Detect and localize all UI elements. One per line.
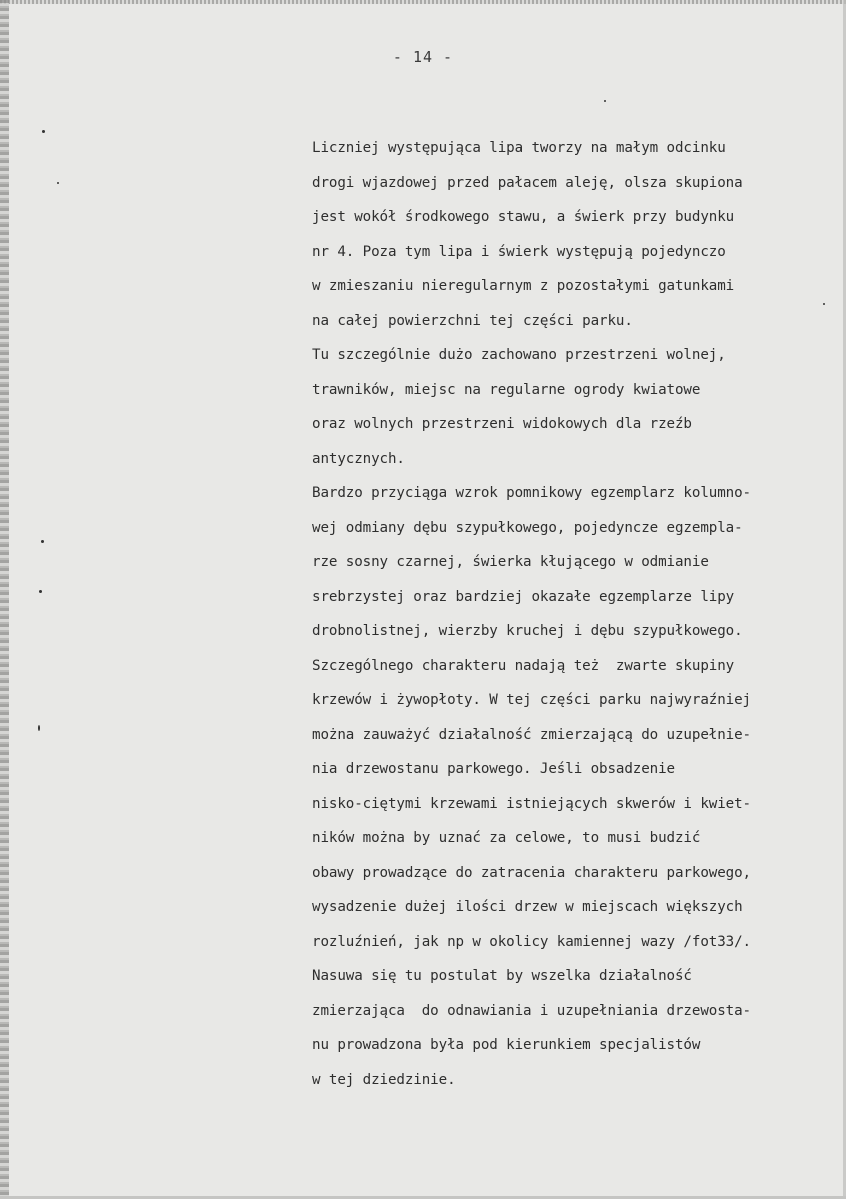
text-line: srebrzystej oraz bardziej okazałe egzemplarze lipy xyxy=(312,588,735,605)
text-line: Liczniej występująca lipa tworzy na małym odcinku xyxy=(312,140,726,156)
scan-edge-top xyxy=(0,0,846,4)
scan-speck xyxy=(41,540,44,543)
body-text xyxy=(312,131,846,1097)
text-line: antycznych. xyxy=(312,450,405,467)
text-line: na całej powierzchni tej części parku. xyxy=(312,312,633,329)
text-line: zmierzająca do odnawiania i uzupełniania drzewosta- xyxy=(312,1002,751,1019)
text-line: drobnolistnej, wierzby kruchej i dębu szypułkowego. xyxy=(312,623,743,639)
text-line: Nasuwa się tu postulat by wszelka działalność xyxy=(312,968,692,984)
text-line: w zmieszaniu nieregularnym z pozostałymi gatunkami xyxy=(312,278,735,294)
scan-edge-left xyxy=(0,0,9,1199)
text-line: ników można by uznać za celowe, to musi budzić xyxy=(312,830,701,846)
text-line: nr 4. Poza tym lipa i świerk występują pojedynczo xyxy=(312,243,726,260)
text-line: jest wokół środkowego stawu, a świerk przy budynku xyxy=(312,209,735,225)
scan-speck xyxy=(39,590,42,593)
text-line: rozluźnień, jak np w okolicy kamiennej wazy /fot33/. xyxy=(312,933,751,950)
scan-speck xyxy=(604,100,606,102)
text-line: rze sosny czarnej, świerka kłującego w odmianie xyxy=(312,554,709,570)
scan-speck xyxy=(57,182,59,184)
scan-speck xyxy=(38,725,40,731)
text-line: nia drzewostanu parkowego. Jeśli obsadzenie xyxy=(312,761,675,777)
scan-speck xyxy=(42,130,45,133)
text-line: Tu szczególnie dużo zachowano przestrzeni wolnej, xyxy=(312,347,726,363)
text-line: krzewów i żywopłoty. W tej części parku najwyraźniej xyxy=(312,692,751,708)
text-line: można zauważyć działalność zmierzającą do uzupełnie- xyxy=(312,726,751,743)
text-line: drogi wjazdowej przed pałacem aleję, olsza skupiona xyxy=(312,174,743,191)
text-line: trawników, miejsc na regularne ogrody kwiatowe xyxy=(312,381,701,398)
text-line: Szczególnego charakteru nadają też zwarte skupiny xyxy=(312,657,735,674)
text-line: Bardzo przyciąga wzrok pomnikowy egzemplarz kolumno- xyxy=(312,485,751,501)
text-line: w tej dziedzinie. xyxy=(312,1071,456,1088)
text-line: obawy prowadzące do zatracenia charakteru parkowego, xyxy=(312,864,751,881)
text-line: wysadzenie dużej ilości drzew w miejscach większych xyxy=(312,899,743,915)
page-number: - 14 - xyxy=(392,48,454,66)
text-line: nisko-ciętymi krzewami istniejących skwerów i kwiet- xyxy=(312,795,751,812)
text-line: wej odmiany dębu szypułkowego, pojedyncze egzempla- xyxy=(312,519,743,536)
text-line: oraz wolnych przestrzeni widokowych dla rzeźb xyxy=(312,416,692,432)
text-line: nu prowadzona była pod kierunkiem specjalistów xyxy=(312,1037,701,1053)
